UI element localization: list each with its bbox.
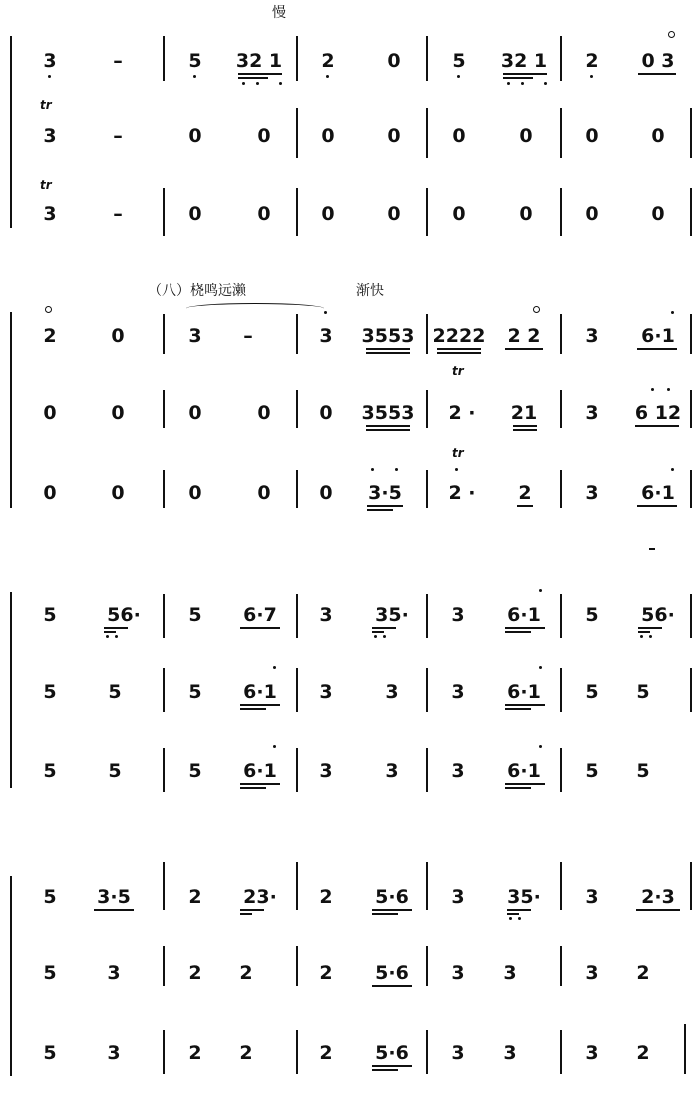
barline <box>296 314 298 354</box>
octave-dot-low <box>518 917 521 920</box>
barline <box>163 862 165 910</box>
barline <box>560 1030 562 1074</box>
note: 0 <box>452 203 466 225</box>
barline <box>426 314 428 354</box>
barline <box>296 1030 298 1074</box>
note: 56· <box>641 604 675 626</box>
octave-dot-low <box>590 75 593 78</box>
barline <box>426 390 428 428</box>
duration-underline <box>505 787 531 789</box>
note: 3 <box>107 1042 121 1064</box>
duration-underline <box>238 77 268 79</box>
note: 2 <box>43 325 57 347</box>
octave-dot-high <box>395 468 398 471</box>
duration-underline <box>637 348 677 350</box>
note: 5·6 <box>375 962 409 984</box>
note: 35· <box>507 886 541 908</box>
note: 3·5 <box>97 886 131 908</box>
note: 3 <box>585 325 599 347</box>
note: 0 <box>111 402 125 424</box>
note: 3 <box>585 962 599 984</box>
duration-underline <box>104 627 128 629</box>
barline <box>296 36 298 81</box>
note: 3 <box>585 482 599 504</box>
note: 3 <box>451 886 465 908</box>
barline <box>163 470 165 508</box>
octave-dot-high <box>371 468 374 471</box>
note: 0 <box>387 203 401 225</box>
barline <box>426 36 428 81</box>
note: 3 <box>188 325 202 347</box>
note: 0 <box>188 482 202 504</box>
note: 3553 <box>361 325 415 347</box>
note: 6·1 <box>507 760 541 782</box>
note: 0 <box>321 203 335 225</box>
note: 5 <box>108 681 122 703</box>
duration-underline <box>636 909 680 911</box>
tempo-mark-man: 慢 <box>272 5 286 21</box>
note: 5 <box>43 1042 57 1064</box>
note: 5 <box>452 50 466 72</box>
duration-underline <box>240 909 264 911</box>
barline <box>426 946 428 986</box>
note: 2 <box>319 1042 333 1064</box>
barline <box>560 390 562 428</box>
note: 3 <box>451 604 465 626</box>
duration-underline <box>372 1065 412 1067</box>
duration-underline <box>372 985 412 987</box>
barline <box>163 314 165 354</box>
note: 0 <box>519 203 533 225</box>
note: 3 <box>43 125 57 147</box>
duration-underline <box>372 631 384 633</box>
note: 2 <box>188 1042 202 1064</box>
duration-underline <box>240 787 266 789</box>
trill-mark: tr <box>40 178 52 192</box>
duration-underline <box>437 352 481 354</box>
system-bracket <box>10 36 16 228</box>
barline <box>426 188 428 236</box>
duration-underline <box>503 73 547 75</box>
note: 5 <box>43 760 57 782</box>
note: 6·1 <box>641 482 675 504</box>
octave-dot-high <box>273 745 276 748</box>
octave-dot-low <box>507 82 510 85</box>
note: 5 <box>43 886 57 908</box>
note: 2 · <box>448 402 476 424</box>
note: 0 <box>585 203 599 225</box>
barline <box>163 946 165 986</box>
duration-underline <box>503 77 533 79</box>
barline <box>163 188 165 236</box>
harmonic-circle-mark <box>45 306 52 313</box>
note: 6·7 <box>243 604 277 626</box>
note: 0 <box>43 482 57 504</box>
octave-dot-high <box>539 745 542 748</box>
duration-underline <box>240 627 280 629</box>
octave-dot-high <box>651 388 654 391</box>
duration-underline <box>505 631 531 633</box>
duration-underline <box>240 913 252 915</box>
barline <box>684 1024 686 1074</box>
barline <box>296 668 298 712</box>
trill-mark: tr <box>40 98 52 112</box>
note: 5 <box>585 604 599 626</box>
barline <box>560 862 562 910</box>
note: 0 <box>111 325 125 347</box>
barline <box>690 390 692 428</box>
barline <box>296 946 298 986</box>
barline <box>163 36 165 81</box>
note: 5 <box>43 962 57 984</box>
octave-dot-high <box>273 666 276 669</box>
barline <box>560 188 562 236</box>
octave-dot-high <box>667 388 670 391</box>
note: 0 <box>257 125 271 147</box>
note: 3553 <box>361 402 415 424</box>
octave-dot-low <box>457 75 460 78</box>
note: 2 · <box>448 482 476 504</box>
note: 5 <box>585 681 599 703</box>
note: 0 <box>257 482 271 504</box>
note: 6·1 <box>507 604 541 626</box>
octave-dot-low <box>383 635 386 638</box>
note: 3 <box>107 962 121 984</box>
barline <box>690 594 692 638</box>
duration-underline <box>366 352 410 354</box>
duration-underline <box>372 909 412 911</box>
note: 6·1 <box>243 760 277 782</box>
note: 6·1 <box>507 681 541 703</box>
octave-dot-high <box>324 311 327 314</box>
section-title: （八）桡鸣远濑 <box>148 283 246 299</box>
note: 3 <box>451 962 465 984</box>
note: 5 <box>636 681 650 703</box>
barline <box>690 314 692 354</box>
note: 0 <box>257 203 271 225</box>
note: 0 <box>585 125 599 147</box>
note: 2 <box>188 962 202 984</box>
barline <box>296 188 298 236</box>
note: 0 <box>321 125 335 147</box>
barline <box>426 748 428 792</box>
note: 21 <box>510 402 538 424</box>
note: 6·1 <box>641 325 675 347</box>
trill-mark: tr <box>452 446 464 460</box>
barline <box>296 862 298 910</box>
note: – <box>113 203 123 225</box>
duration-underline <box>638 73 676 75</box>
duration-underline <box>505 627 545 629</box>
note: 5·6 <box>375 1042 409 1064</box>
note: 5 <box>43 604 57 626</box>
duration-underline <box>507 913 519 915</box>
note: 2 <box>188 886 202 908</box>
duration-underline <box>238 73 282 75</box>
system-bracket <box>10 312 16 508</box>
note: 5 <box>585 760 599 782</box>
barline <box>296 390 298 428</box>
duration-underline <box>372 627 396 629</box>
note: 2 <box>585 50 599 72</box>
octave-dot-low <box>106 635 109 638</box>
duration-underline <box>240 708 266 710</box>
note: 2·3 <box>641 886 675 908</box>
note: 0 <box>519 125 533 147</box>
barline <box>560 748 562 792</box>
note: 3 <box>503 962 517 984</box>
duration-underline <box>505 708 531 710</box>
duration-underline <box>517 505 533 507</box>
barline <box>560 668 562 712</box>
barline <box>296 748 298 792</box>
note: 56· <box>107 604 141 626</box>
barline <box>690 862 692 910</box>
duration-underline <box>372 913 398 915</box>
barline <box>296 470 298 508</box>
barline <box>426 668 428 712</box>
duration-underline <box>240 783 280 785</box>
note: – <box>113 50 123 72</box>
barline <box>163 748 165 792</box>
barline <box>560 946 562 986</box>
note: 3 <box>43 50 57 72</box>
note: 6·1 <box>243 681 277 703</box>
trill-mark: tr <box>452 364 464 378</box>
note: 3 <box>585 886 599 908</box>
barline <box>560 470 562 508</box>
note: 0 <box>257 402 271 424</box>
octave-dot-high <box>671 468 674 471</box>
duration-underline <box>104 631 116 633</box>
note: 0 <box>111 482 125 504</box>
note: 3 <box>503 1042 517 1064</box>
note: 3 <box>319 681 333 703</box>
duration-underline <box>366 429 410 431</box>
octave-dot-low <box>326 75 329 78</box>
octave-dot-low <box>509 917 512 920</box>
note: 3 <box>585 402 599 424</box>
note: 6 12 <box>634 402 682 424</box>
note: 5 <box>43 681 57 703</box>
note: – <box>113 125 123 147</box>
note: 3 <box>319 604 333 626</box>
note: 2 <box>319 962 333 984</box>
note: 23· <box>243 886 277 908</box>
duration-underline <box>240 704 280 706</box>
barline <box>690 470 692 508</box>
barline <box>560 594 562 638</box>
slur <box>186 303 324 314</box>
note: 2 2 <box>507 325 541 347</box>
note: 3 <box>585 1042 599 1064</box>
note: 0 <box>651 203 665 225</box>
note: 2 <box>239 962 253 984</box>
duration-underline <box>505 783 545 785</box>
duration-underline <box>367 509 393 511</box>
note: 0 <box>651 125 665 147</box>
note: 32 1 <box>500 50 548 72</box>
note: 0 <box>452 125 466 147</box>
note: 2 <box>518 482 532 504</box>
octave-dot-high <box>455 468 458 471</box>
note: 35· <box>375 604 409 626</box>
duration-underline <box>505 348 543 350</box>
note: 5 <box>188 604 202 626</box>
octave-dot-low <box>640 635 643 638</box>
barline <box>296 108 298 158</box>
note: 3 <box>451 681 465 703</box>
barline <box>296 594 298 638</box>
note: 2 <box>319 886 333 908</box>
octave-dot-high <box>671 311 674 314</box>
octave-dot-low <box>544 82 547 85</box>
octave-dot-low <box>48 75 51 78</box>
note: 3 <box>451 1042 465 1064</box>
barline <box>426 470 428 508</box>
note: 3 <box>385 681 399 703</box>
note: 32 1 <box>235 50 283 72</box>
note: 5 <box>636 760 650 782</box>
octave-dot-low <box>521 82 524 85</box>
tempo-mark-jiankuai: 渐快 <box>356 283 384 299</box>
barline <box>426 594 428 638</box>
duration-underline <box>366 425 410 427</box>
note: 2 <box>636 962 650 984</box>
barline <box>426 108 428 158</box>
octave-dot-low <box>115 635 118 638</box>
system-bracket <box>10 876 16 1076</box>
note: 5 <box>188 681 202 703</box>
octave-dot-high <box>539 666 542 669</box>
octave-dot-low <box>279 82 282 85</box>
barline <box>690 108 692 158</box>
octave-dot-high <box>539 589 542 592</box>
barline <box>163 1030 165 1074</box>
note: 0 <box>319 402 333 424</box>
barline <box>426 862 428 910</box>
barline <box>560 314 562 354</box>
note: 0 <box>43 402 57 424</box>
barline <box>690 668 692 712</box>
duration-underline <box>94 909 134 911</box>
octave-dot-low <box>256 82 259 85</box>
duration-underline <box>635 425 679 427</box>
note: 2222 <box>432 325 486 347</box>
barline <box>163 668 165 712</box>
duration-underline <box>505 704 545 706</box>
note: – <box>243 325 253 347</box>
duration-underline <box>638 627 662 629</box>
note: 3 <box>319 760 333 782</box>
stray-mark <box>649 548 655 550</box>
note: 0 <box>387 125 401 147</box>
barline <box>560 108 562 158</box>
note: 0 <box>387 50 401 72</box>
harmonic-circle-mark <box>533 306 540 313</box>
octave-dot-low <box>242 82 245 85</box>
note: 0 <box>188 203 202 225</box>
note: 0 <box>188 125 202 147</box>
note: 2 <box>636 1042 650 1064</box>
barline <box>163 594 165 638</box>
note: 5 <box>188 50 202 72</box>
note: 0 <box>188 402 202 424</box>
note: 3 <box>319 325 333 347</box>
barline <box>163 390 165 428</box>
duration-underline <box>437 348 481 350</box>
note: 3 <box>43 203 57 225</box>
note: 3 <box>451 760 465 782</box>
note: 5 <box>108 760 122 782</box>
harmonic-circle-mark <box>668 31 675 38</box>
duration-underline <box>372 1069 398 1071</box>
duration-underline <box>366 348 410 350</box>
note: 5·6 <box>375 886 409 908</box>
barline <box>426 1030 428 1074</box>
duration-underline <box>367 505 403 507</box>
note: 2 <box>239 1042 253 1064</box>
note: 5 <box>188 760 202 782</box>
octave-dot-low <box>374 635 377 638</box>
duration-underline <box>513 425 537 427</box>
duration-underline <box>507 909 531 911</box>
note: 0 <box>319 482 333 504</box>
octave-dot-low <box>649 635 652 638</box>
note: 0 3 <box>641 50 675 72</box>
note: 3 <box>385 760 399 782</box>
barline <box>690 188 692 236</box>
duration-underline <box>638 631 650 633</box>
duration-underline <box>637 505 677 507</box>
octave-dot-low <box>193 75 196 78</box>
system-bracket <box>10 592 16 788</box>
barline <box>560 36 562 81</box>
note: 3·5 <box>368 482 402 504</box>
note: 2 <box>321 50 335 72</box>
duration-underline <box>513 429 537 431</box>
